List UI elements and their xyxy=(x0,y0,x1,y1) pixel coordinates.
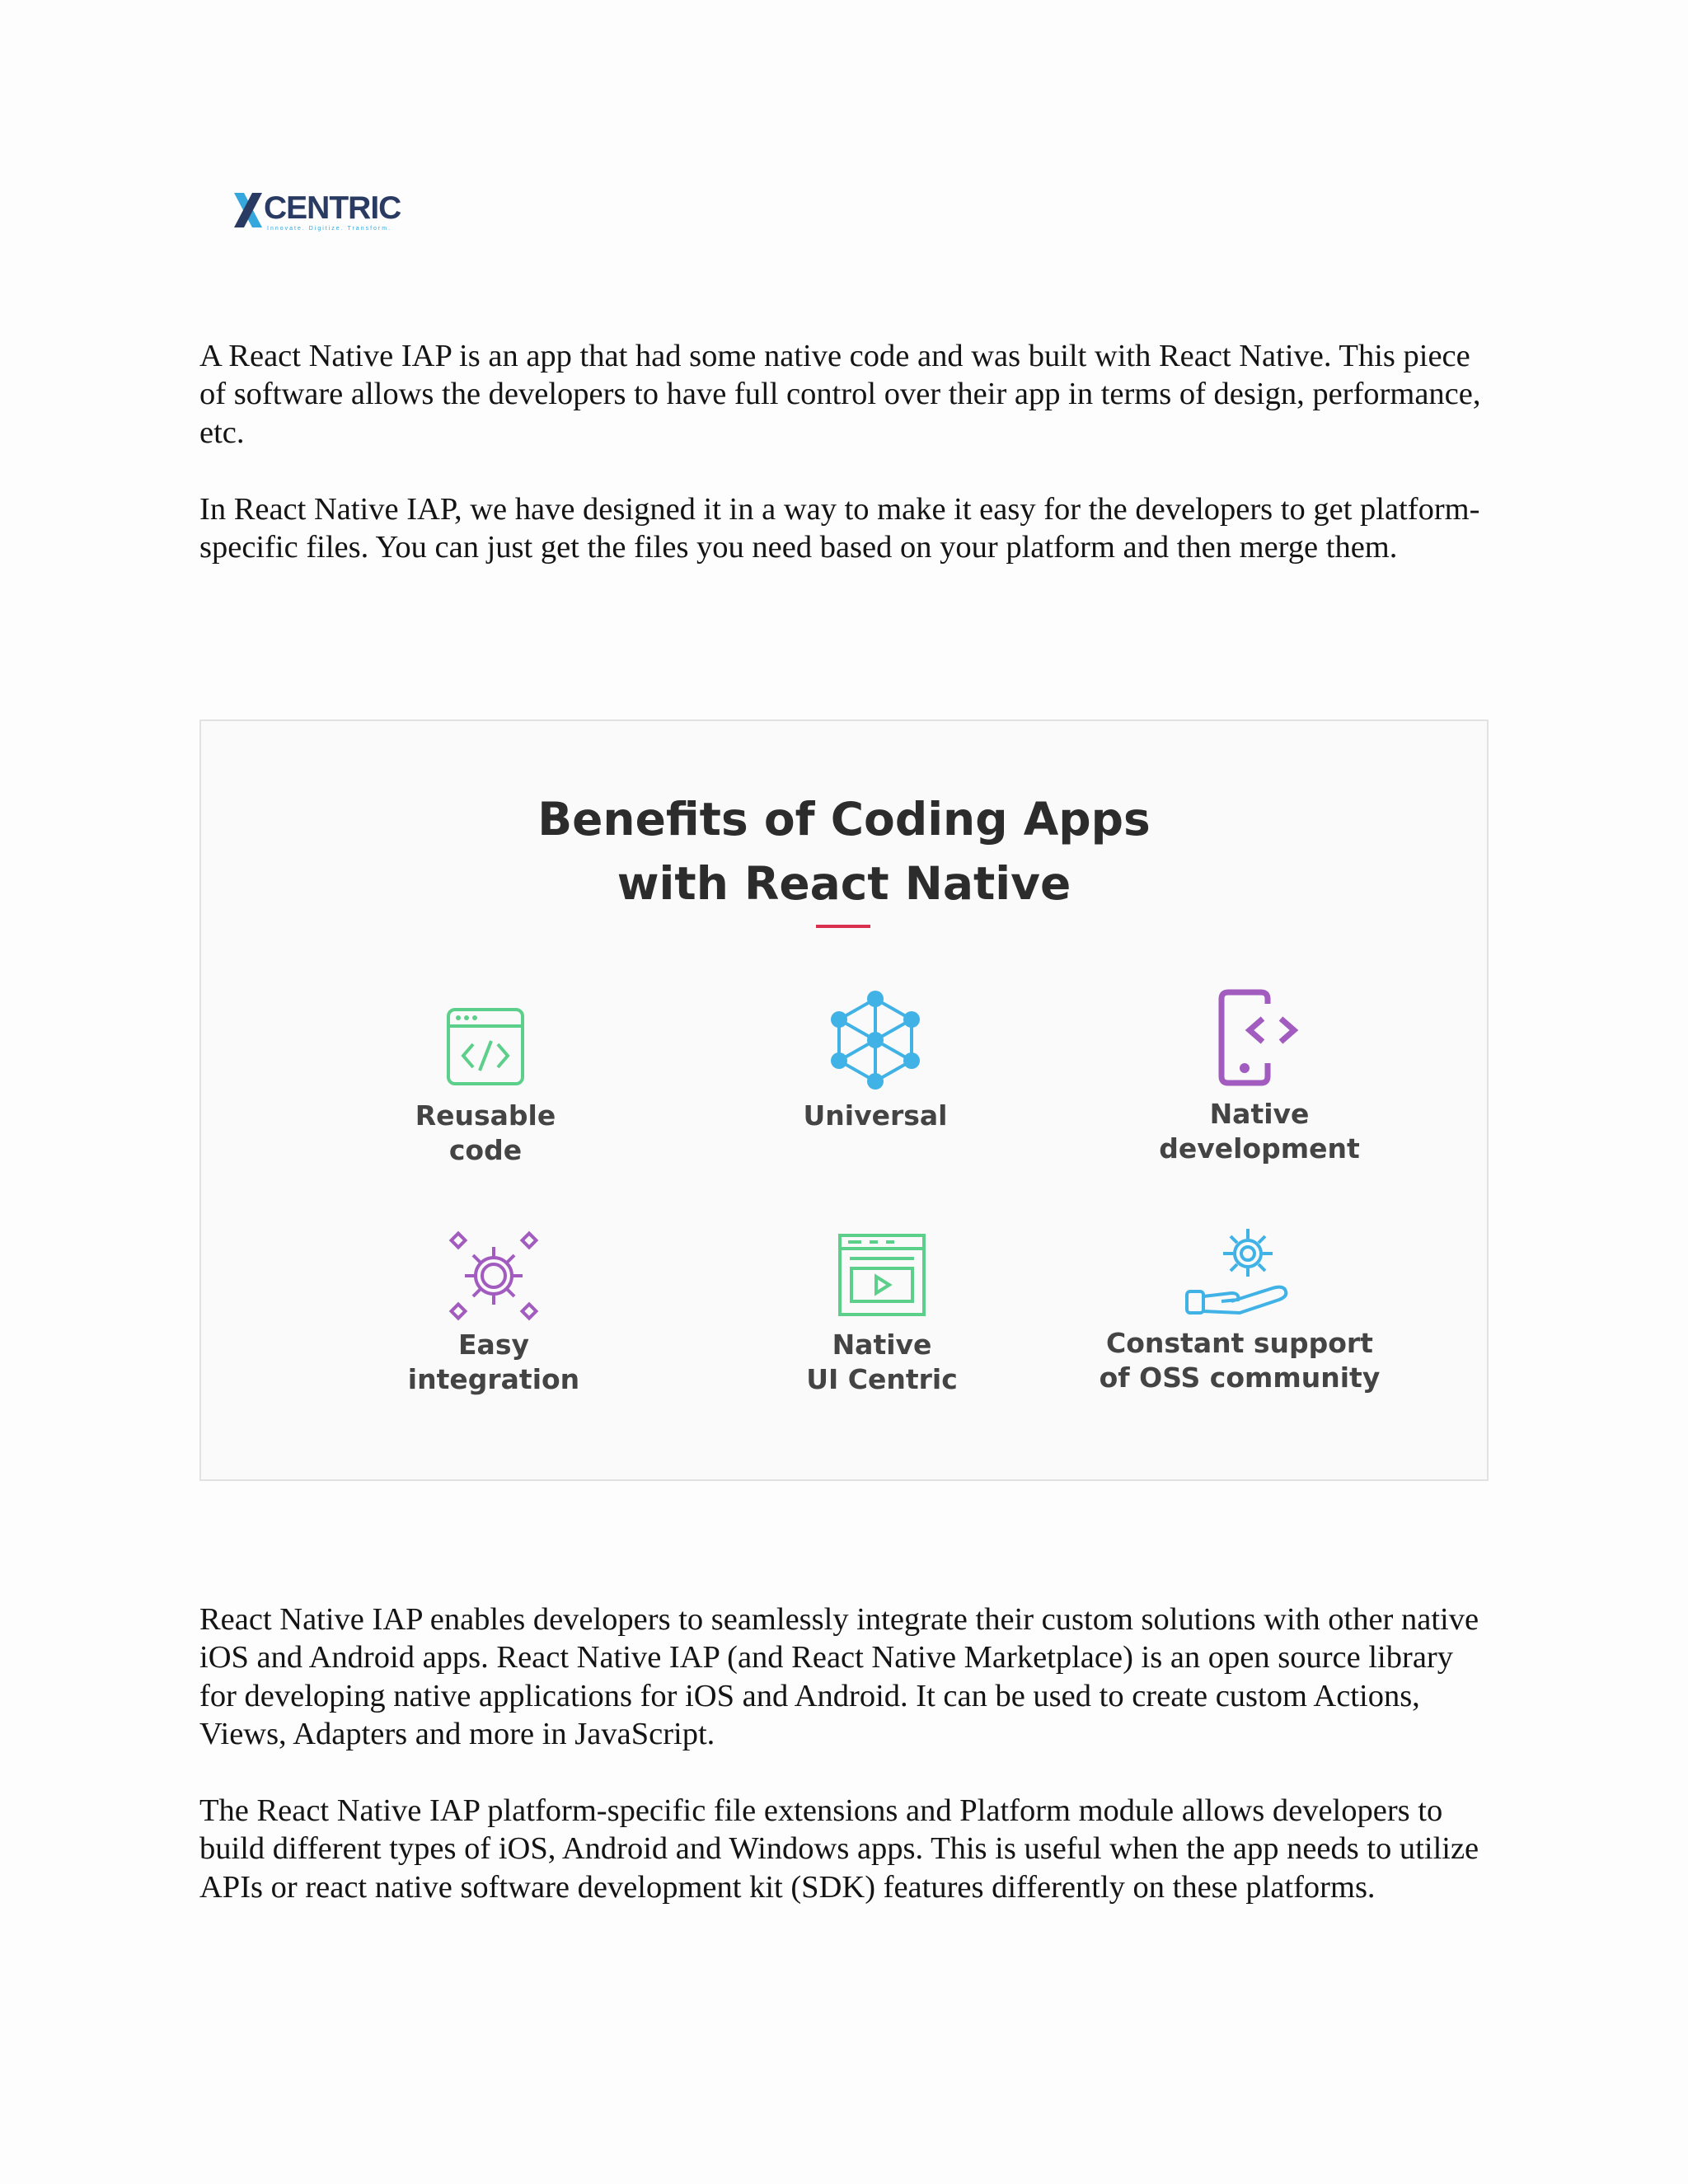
code-window-icon xyxy=(440,1001,531,1092)
figure-title xyxy=(201,787,1487,916)
company-logo xyxy=(234,191,407,234)
benefit-label-line-1: Universal xyxy=(803,1099,948,1132)
body-paragraph-1: React Native IAP enables developers to seamlessly integrate their custom solutions with other native iOS and Android apps. React Native IAP (and React Native Marketplace) is an open source library for developing native applications for iOS and Android. It can be used to create custom Actions, Views, Adapters and more in JavaScript. xyxy=(199,1602,1479,1751)
benefit-label-line-2: of OSS community xyxy=(1099,1361,1381,1394)
benefit-label-line-1: Easy xyxy=(458,1329,529,1361)
intro-paragraph-1: A React Native IAP is an app that had some native code and was built with React Native. This piece of software allows the developers to have full control over their app in terms of design, performance, etc. xyxy=(199,339,1481,450)
benefit-label-line-1: Native xyxy=(832,1329,932,1361)
network-icon xyxy=(826,989,925,1092)
benefit-easy-integration xyxy=(337,1230,650,1397)
title-accent-bar xyxy=(816,925,870,928)
benefit-label-line-2: UI Centric xyxy=(806,1363,958,1395)
benefit-label-line-2: integration xyxy=(407,1363,580,1395)
mobile-code-icon xyxy=(1210,987,1309,1090)
x-logo-icon xyxy=(234,193,264,227)
benefits-figure xyxy=(199,719,1489,1481)
hand-gear-icon xyxy=(1182,1222,1297,1319)
figure-title-line-1: Benefits of Coding Apps xyxy=(537,793,1151,846)
body-paragraph-2: The React Native IAP platform-specific file extensions and Platform module allows developers to build different types of iOS, Android and Windows apps. This is useful when the app needs to utilize APIs or react native software development kit (SDK) features differently on these platforms. xyxy=(199,1793,1479,1905)
benefit-native-ui-centric xyxy=(725,1230,1039,1397)
benefit-label-line-1: Constant support xyxy=(1106,1327,1373,1359)
ui-window-icon xyxy=(837,1230,927,1321)
figure-title-line-2: with React Native xyxy=(617,857,1071,910)
benefit-reusable-code xyxy=(329,1001,642,1168)
logo-tagline: Innovate. Digitize. Transform. xyxy=(267,226,392,232)
benefit-native-development xyxy=(1103,987,1416,1166)
benefit-label-line-2: code xyxy=(448,1134,523,1166)
benefit-label-line-1: Reusable xyxy=(415,1099,556,1132)
gear-cluster-icon xyxy=(448,1230,539,1321)
intro-paragraph-2: In React Native IAP, we have designed it in a way to make it easy for the developers to get platform-specific files. You can just get the files you need based on your platform and then merge them. xyxy=(199,492,1480,565)
benefit-label-line-1: Native xyxy=(1209,1098,1310,1130)
benefit-universal xyxy=(719,989,1032,1133)
benefit-label-line-2: development xyxy=(1159,1132,1360,1165)
logo-wordmark: CENTRIC xyxy=(264,190,401,226)
benefit-oss-community xyxy=(1083,1222,1396,1395)
